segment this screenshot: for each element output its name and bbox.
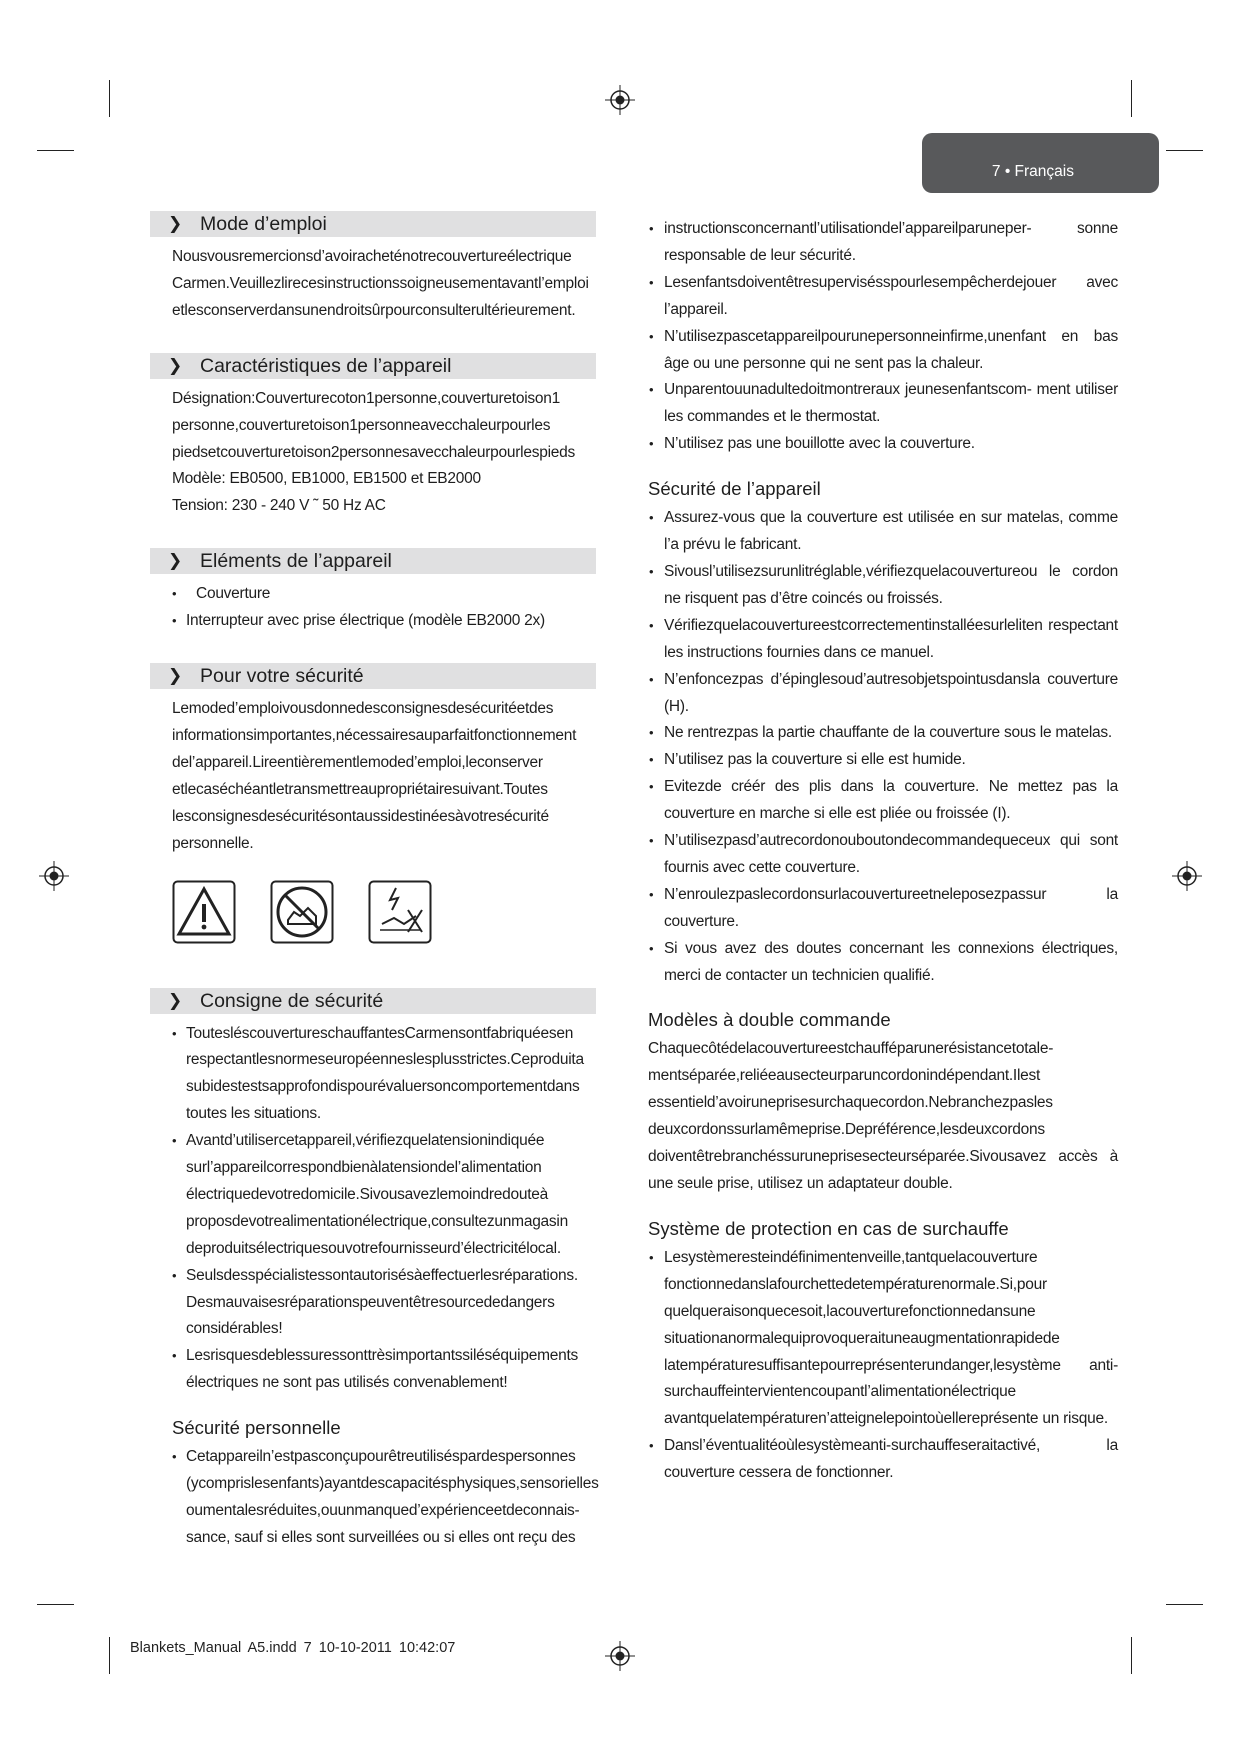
section-title: Pour votre sécurité (200, 665, 364, 688)
no-pins-icon (368, 880, 432, 944)
continued-safety-list (648, 216, 1118, 458)
warning-triangle-icon (172, 880, 236, 944)
crop-mark (109, 1637, 110, 1674)
surchauffe-list (648, 1245, 1118, 1487)
crop-mark (1131, 80, 1132, 117)
registration-mark-icon (39, 861, 69, 891)
elements-list (150, 581, 596, 635)
no-folding-icon (270, 880, 334, 944)
crop-mark (37, 1604, 74, 1605)
list-item: • N’enfoncezpas d’épinglesoud’autresobjetspointusdansla couverture (H). (648, 667, 1118, 721)
crop-mark (37, 150, 74, 151)
list-item: • Lesenfantsdoiventêtresupervisésspourlesempêcherdejouer avec l’appareil. (648, 270, 1118, 324)
crop-mark (109, 80, 110, 117)
section-header-elements (150, 548, 596, 574)
list-item: • Ne rentrezpas la partie chauffante de la couverture sous le matelas. (648, 720, 1118, 747)
section-header-securite (150, 663, 596, 689)
subsection-title-surchauffe: Système de protection en cas de surchauffe (648, 1217, 1009, 1239)
subsection-title-securite-appareil: Sécurité de l’appareil (648, 478, 821, 500)
list-item: • instructionsconcernantl’utilisationdel’appareilparuneper- sonne responsable de leur sécurité. (648, 216, 1118, 270)
print-slug-footer: Blankets_Manual A5.indd 7 10-10-2011 10:42:07 (130, 1640, 456, 1656)
list-item: • N’utilisez pas la couverture si elle est humide. (648, 747, 1118, 774)
registration-mark-icon (605, 1641, 635, 1671)
list-item: • Vérifiezquelacouvertureestcorrectementinstalléesurleliten respectant les instructions fournies dans ce manuel. (648, 613, 1118, 667)
chevron-right-icon: ❯ (168, 551, 183, 571)
chevron-right-icon: ❯ (168, 990, 183, 1010)
left-column (150, 205, 599, 1552)
crop-mark (1166, 150, 1203, 151)
safety-icons (172, 880, 596, 944)
list-item: • N’utilisez pas une bouillotte avec la couverture. (648, 431, 1118, 458)
intro-paragraph: Nousvousremercionsd’avoiracheténotrecouvertureélectrique Carmen.Veuillezlirecesinstructionssoigneusementavantl’emploi etlesconserverdansunendroitsûrpourconsulterultérieurement. (172, 248, 589, 319)
double-commande-paragraph: Chaquecôtédelacouvertureestchaufféparunerésistancetotale- mentséparée,reliéeausecteurparuncordonindépendant.Ilest essentield’avoiruneprisesurchaquecordon.Nebranchezpasles deuxcordonssurlamêmeprise.Depréférence,lesdeuxcordons doiventêtrebranchéssuruneprisesecteurséparée.Sivousavez accès à une seule prise, utilisez un adaptateur double. (648, 1040, 1118, 1192)
list-item: • Lesystèmeresteindéfinimentenveille,tantquelacouverture fonctionnedanslafourchettedetempératurenormale.Si,pour quelqueraisonquecesoit,lacouverturefonctionnedansune situationanormalequiprovoqueraituneaugmentationrapidede latempératuresuffisantepourreprésenterundanger,lesystème anti-surchauffeintervientencoupantl’alimentationélectrique avantquelatempératuren’atteignelepointoùellereprésente un risque. (648, 1245, 1118, 1433)
list-item: • Dansl’éventualitéoùlesystèmeanti-surchauffeseraitactivé, la couverture cessera de fonctionner. (648, 1433, 1118, 1487)
list-item: • Assurez-vous que la couverture est utilisée en sur matelas, comme l’a prévu le fabricant. (648, 505, 1118, 559)
section-header-caracteristiques (150, 353, 596, 379)
section-title: Consigne de sécurité (200, 989, 384, 1012)
list-item: • Cetappareiln’estpasconçupourêtreutiliséspardespersonnes (ycomprislesenfants)ayantdescapacitésphysiques,sensorielles oumentalesréduites,ouunmanqued’expérienceetdeconnais- sance, sauf si elles sont surveillées ou si elles ont reçu des (150, 1444, 596, 1552)
crop-mark (1166, 1604, 1203, 1605)
list-item: • Unparentouunadultedoitmontreraux jeunesenfantscom- ment utiliser les commandes et le thermostat. (648, 377, 1118, 431)
chevron-right-icon: ❯ (168, 666, 183, 686)
list-item: • Lesrisquesdeblessuressonttrèsimportantssiléséquipements électriques ne sont pas utilisés convenablement! (150, 1343, 596, 1397)
registration-mark-icon (1172, 861, 1202, 891)
model-text: Modèle: EB0500, EB1000, EB1500 et EB2000 (172, 470, 481, 488)
voltage-text: Tension: 230 - 240 V ˜ 50 Hz AC (172, 497, 386, 515)
list-item: • N’enroulezpaslecordonsurlacouvertureetneleposezpassur la couverture. (648, 882, 1118, 936)
list-item: • Interrupteur avec prise électrique (modèle EB2000 2x) (150, 608, 596, 635)
subsection-title-securite-personnelle: Sécurité personnelle (172, 1417, 341, 1439)
list-item: • Avantd’utilisercetappareil,vérifiezquelatensionindiquée surl’appareilcorrespondbienàlatensiondel’alimentation électriquedevotredomicile.Sivousavezlemoindredouteà proposdevotrealimentationélectrique,consultezunmagasin deproduitsélectriquesouvotrefournisseurd’électricitélocal. (150, 1128, 596, 1263)
section-header-consigne (150, 988, 596, 1014)
list-item: • Couverture (150, 581, 596, 608)
section-title: Caractéristiques de l’appareil (200, 354, 452, 377)
chevron-right-icon: ❯ (168, 214, 183, 233)
registration-mark-icon (605, 85, 635, 115)
chevron-right-icon: ❯ (168, 355, 183, 375)
securite-personnelle-list (150, 1444, 599, 1552)
list-item: • Sivousl’utilisezsurunlitréglable,vérifiezquelacouvertureou le cordon ne risquent pas d’être coincés ou froissés. (648, 559, 1118, 613)
list-item: • Evitezde créér des plis dans la couverture. Ne mettez pas la couverture en marche si elle est pliée ou froissée (I). (648, 774, 1118, 828)
list-item: • Seulsdesspécialistessontautorisésàeffectuerlesréparations. Desmauvaisesréparationspeuventêtresourcededangers considérables! (150, 1263, 596, 1344)
list-item: • Si vous avez des doutes concernant les connexions électriques, merci de contacter un technicien qualifié. (648, 936, 1118, 990)
designation-text: Désignation:Couverturecoton1personne,couverturetoison1 personne,couverturetoison1personneavecchaleurpourles piedsetcouverturetoison2personnesavecchaleurpourlespieds (172, 389, 576, 461)
crop-mark (1131, 1637, 1132, 1674)
page-language-tab: 7 • Français (922, 133, 1159, 193)
consigne-list (150, 1021, 596, 1398)
list-item: • N’utilisezpascetappareilpourunepersonneinfirme,unenfant en bas âge ou une personne qui ne sent pas la chaleur. (648, 324, 1118, 378)
section-title: Mode d’emploi (200, 213, 327, 235)
subsection-title-double-commande: Modèles à double commande (648, 1009, 891, 1031)
section-header-mode-emploi (150, 211, 596, 237)
section-title: Eléments de l’appareil (200, 550, 392, 573)
right-column (648, 216, 1118, 1487)
list-item: • ToutesléscouvertureschauffantesCarmensontfabriquéesen respectantlesnormeseuropéenneslesplusstrictes.Ceproduita subidestestsapprofondispourévaluersoncomportementdans toutes les situations. (150, 1021, 596, 1129)
securite-appareil-list (648, 505, 1118, 989)
list-item: • N’utilisezpasd’autrecordonouboutondecommandequeceux qui sont fournis avec cette couverture. (648, 828, 1118, 882)
safety-paragraph: Lemoded’emploivousdonnedesconsignesdesécuritéetdes informationsimportantes,nécessairesauparfaitfonctionnement del’appareil.Lireentièrementlemoded’emploi,leconserver etlecaséchéantletransmettreaupropriétairesuivant.Toutes lesconsignesdesécuritésontaussidestinéesàvotresécurité personnelle. (172, 700, 577, 852)
